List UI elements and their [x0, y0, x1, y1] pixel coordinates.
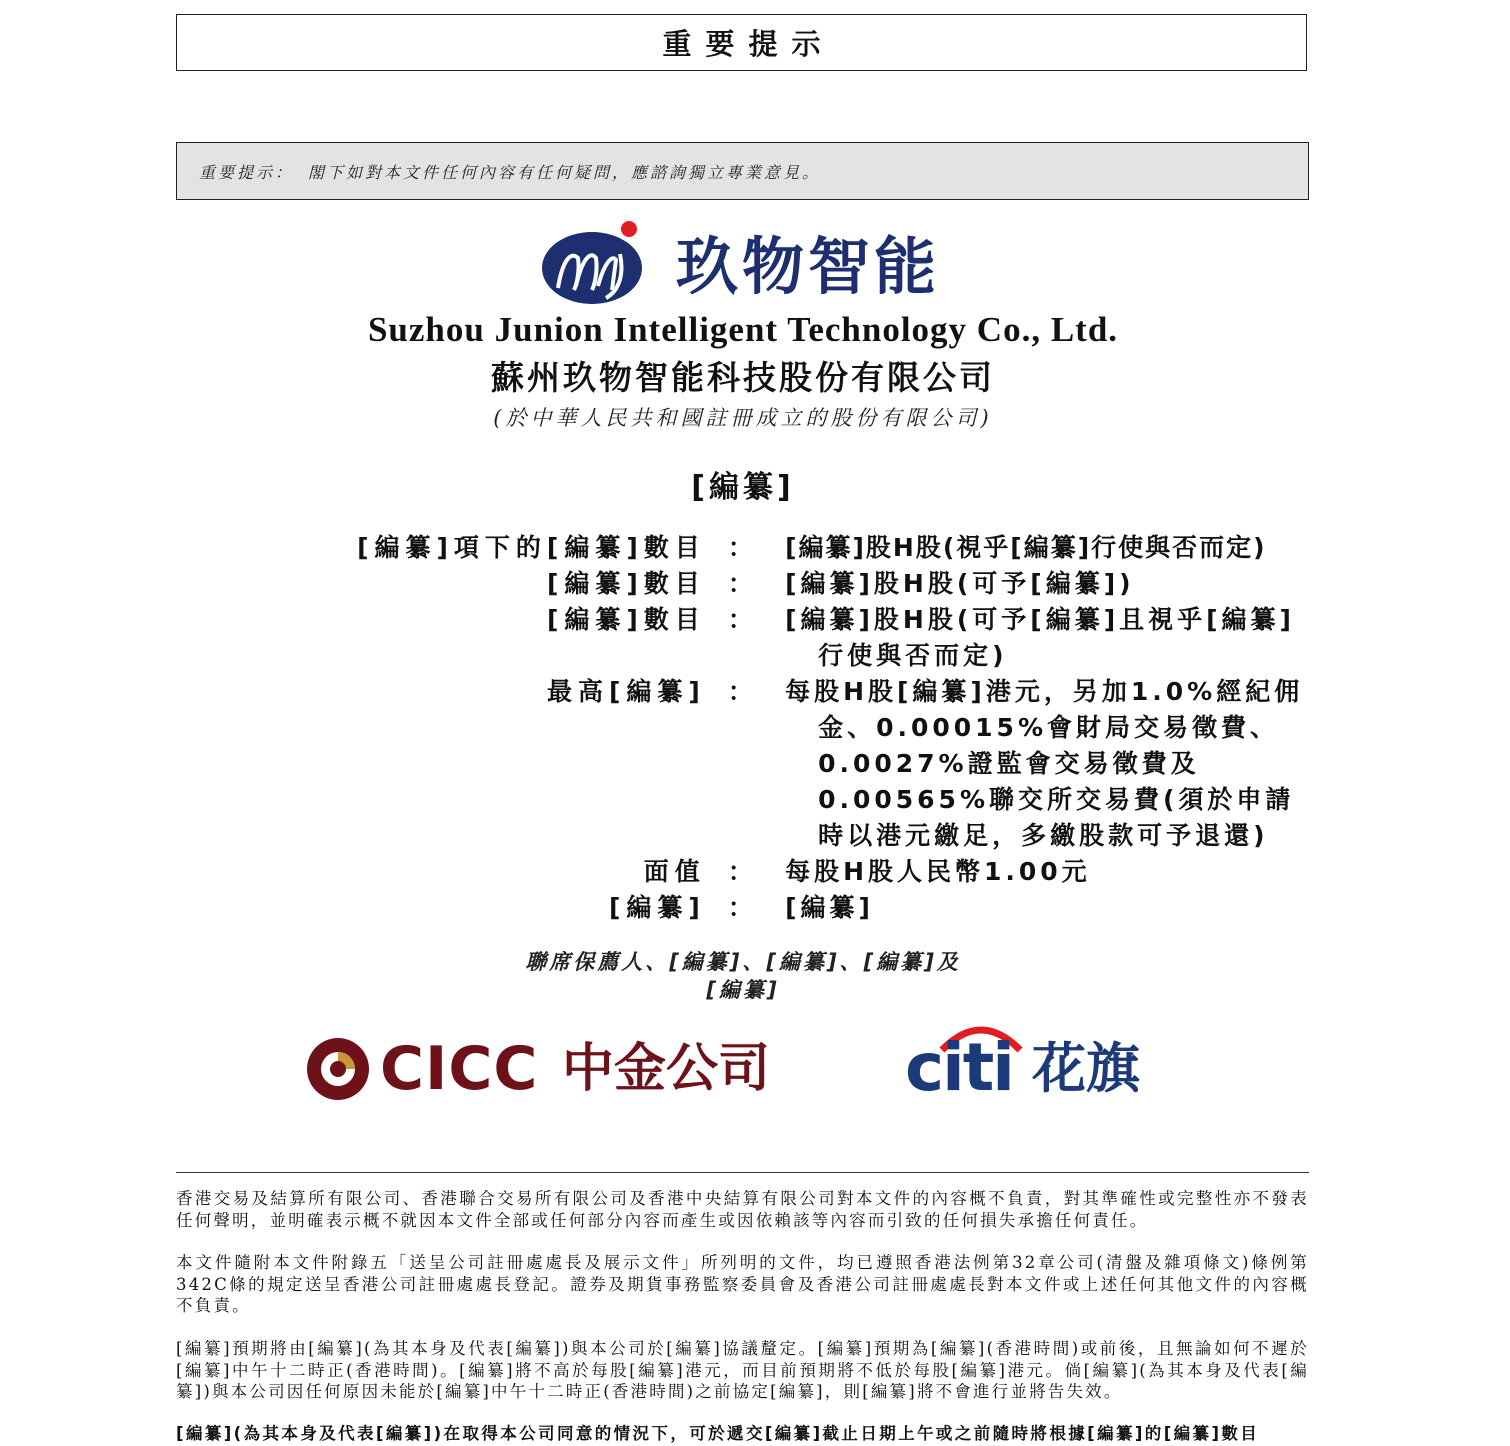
term-row — [300, 674, 1310, 854]
term-colon: ： — [727, 533, 753, 562]
term-value: [編纂]股H股(視乎[編纂]行使與否而定) — [785, 533, 1267, 562]
page-header-box — [176, 14, 1307, 71]
sponsors-line-2: [編纂] — [706, 978, 780, 1002]
cicc-name-cn: 中金公司 — [562, 1039, 771, 1099]
term-value: 每股H股[編纂]港元，另加1.0%經紀佣金、0.00015%會財局交易徵費、0.0027%證監會交易徵費及0.00565%聯交所交易費(須於申請時以港元繳足，多繳股款可予退還) — [785, 677, 1304, 850]
cicc-emblem — [305, 1036, 371, 1102]
notice-label: 重要提示： — [199, 162, 295, 182]
brand-name-cn: 玖物智能 — [676, 230, 941, 303]
term-row — [300, 602, 1310, 674]
term-colon: ： — [727, 605, 753, 634]
term-value: [編纂] — [785, 893, 874, 922]
term-label: 最高[編纂] — [546, 677, 706, 706]
term-value: [編纂]股H股(可予[編纂]且視乎[編纂]行使與否而定) — [785, 605, 1295, 670]
term-label: [編纂]數目 — [546, 569, 706, 598]
citi-wordmark: citi — [905, 1029, 1013, 1106]
notice-text: 閣下如對本文件任何內容有任何疑問，應諮詢獨立專業意見。 — [308, 162, 822, 182]
term-row — [300, 854, 1310, 890]
disclaimer-paragraph-4: [編纂](為其本身及代表[編纂])在取得本公司同意的情況下，可於遞交[編纂]截止日期上午或之前隨時將根據[編纂]的[編纂]數目 — [176, 1424, 1260, 1443]
important-notice-box — [176, 142, 1309, 200]
page-header-title: 重要提示 — [662, 27, 835, 61]
term-label: [編纂] — [608, 893, 706, 922]
joint-sponsors — [0, 948, 1486, 1004]
disclaimer-paragraph-2: 本文件隨附本文件附錄五「送呈公司註冊處處長及展示文件」所列明的文件，均已遵照香港法例第32章公司(清盤及雜項條文)條例第342C條的規定送呈香港公司註冊處處長登記。證券及期貨事務監察委員會及香港公司註冊處處長對本文件或上述任何其他文件的內容概不負責。 — [176, 1253, 1309, 1315]
citi-name-cn: 花旗 — [1032, 1037, 1140, 1100]
term-colon: ： — [727, 857, 753, 886]
section-divider — [176, 1172, 1309, 1173]
term-colon: ： — [727, 569, 753, 598]
term-colon: ： — [727, 677, 753, 706]
company-name-en: Suzhou Junion Intelligent Technology Co., Ltd. — [367, 310, 1119, 349]
offering-title: [編纂] — [691, 470, 795, 505]
disclaimer-paragraph-1: 香港交易及結算所有限公司、香港聯合交易所有限公司及香港中央結算有限公司對本文件的內容概不負責，對其準確性或完整性亦不發表任何聲明，並明確表示概不就因本文件全部或任何部分內容而產生或因依賴該等內容而引致的任何損失承擔任何責任。 — [176, 1189, 1309, 1230]
sponsors-line-1: 聯席保薦人、[編纂]、[編纂]、[編纂]及 — [525, 950, 961, 974]
offering-terms — [300, 530, 1310, 926]
junion-logo-icon — [540, 218, 650, 308]
company-name-cn: 蘇州玖物智能科技股份有限公司 — [491, 358, 995, 397]
term-label: [編纂]項下的[編纂]數目 — [357, 533, 706, 562]
term-value: 每股H股人民幣1.00元 — [785, 857, 1091, 886]
cicc-emblem-icon — [305, 1036, 371, 1102]
term-row — [300, 890, 1310, 926]
term-value: [編纂]股H股(可予[編纂]) — [785, 569, 1135, 598]
term-row — [300, 566, 1310, 602]
cicc-wordmark: CICC — [380, 1034, 539, 1104]
term-colon: ： — [727, 893, 753, 922]
term-label: 面值 — [643, 857, 706, 886]
incorporation-note: (於中華人民共和國註冊成立的股份有限公司) — [493, 406, 993, 430]
term-label: [編纂]數目 — [546, 605, 706, 634]
term-row — [300, 530, 1310, 566]
disclaimer-paragraph-3: [編纂]預期將由[編纂](為其本身及代表[編纂])與本公司於[編纂]協議釐定。[編纂]預期為[編纂](香港時間)或前後，且無論如何不遲於[編纂]中午十二時正(香港時間)。[編纂]將不高於每股[編纂]港元，而目前預期將不低於每股[編纂]港元。倘[編纂](為其本身及代表[編纂])與本公司因任何原因未能於[編纂]中午十二時正(香港時間)之前協定[編纂]，則[編纂]將不會進行並將告失效。 — [176, 1339, 1309, 1401]
